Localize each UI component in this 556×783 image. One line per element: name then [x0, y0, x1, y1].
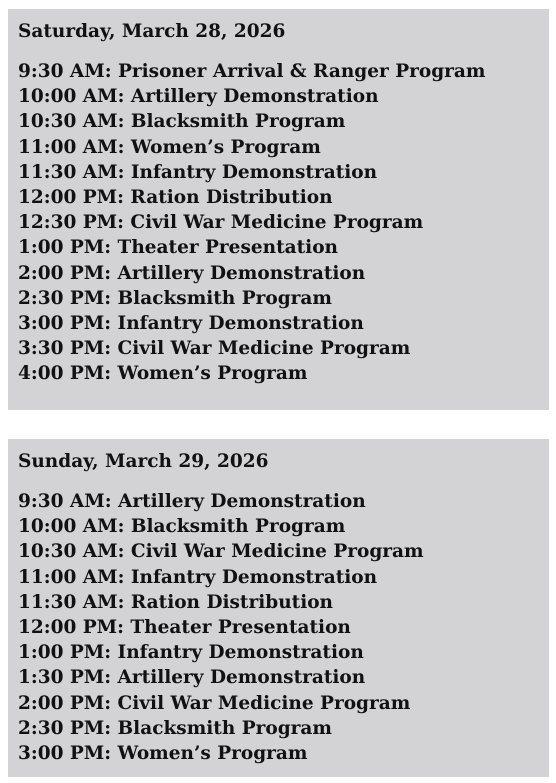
day-title: Sunday, March 29, 2026 [18, 451, 269, 472]
schedule-item: 9:30 AM: Artillery Demonstration [18, 491, 366, 512]
schedule-item: 2:00 PM: Civil War Medicine Program [18, 692, 411, 714]
schedule-item: 3:30 PM: Civil War Medicine Program [18, 338, 411, 360]
schedule-item: 12:00 PM: Ration Distribution [18, 186, 333, 208]
schedule-item: 10:30 AM: Blacksmith Program [18, 111, 346, 133]
schedule-item: 10:30 AM: Civil War Medicine Program [18, 541, 424, 563]
schedule-item: 3:00 PM: Infantry Demonstration [18, 312, 364, 334]
schedule-item: 1:00 PM: Infantry Demonstration [18, 642, 364, 664]
event-list [18, 489, 539, 766]
day-title: Saturday, March 28, 2026 [18, 21, 286, 42]
schedule-item: 10:00 AM: Blacksmith Program [18, 516, 346, 538]
schedule-item: 11:30 AM: Ration Distribution [18, 591, 334, 613]
schedule-item: 1:30 PM: Artillery Demonstration [18, 667, 366, 689]
schedule-item: 9:30 AM: Prisoner Arrival & Ranger Program [18, 61, 486, 82]
schedule-item: 11:00 AM: Infantry Demonstration [18, 566, 378, 588]
saturday-schedule-panel [8, 9, 549, 410]
schedule-item: 2:30 PM: Blacksmith Program [18, 287, 332, 309]
schedule-item: 3:00 PM: Women’s Program [18, 742, 308, 764]
schedule-item: 2:30 PM: Blacksmith Program [18, 717, 332, 739]
schedule-item: 12:30 PM: Civil War Medicine Program [18, 212, 424, 234]
schedule-item: 12:00 PM: Theater Presentation [18, 616, 351, 638]
schedule-item: 1:00 PM: Theater Presentation [18, 237, 338, 259]
schedule-item: 11:00 AM: Women’s Program [18, 136, 321, 158]
sunday-schedule-panel [8, 439, 549, 777]
event-list [18, 59, 539, 386]
schedule-item: 4:00 PM: Women’s Program [18, 363, 308, 385]
schedule-item: 2:00 PM: Artillery Demonstration [18, 262, 366, 284]
schedule-item: 11:30 AM: Infantry Demonstration [18, 161, 378, 183]
schedule-item: 10:00 AM: Artillery Demonstration [18, 86, 379, 108]
